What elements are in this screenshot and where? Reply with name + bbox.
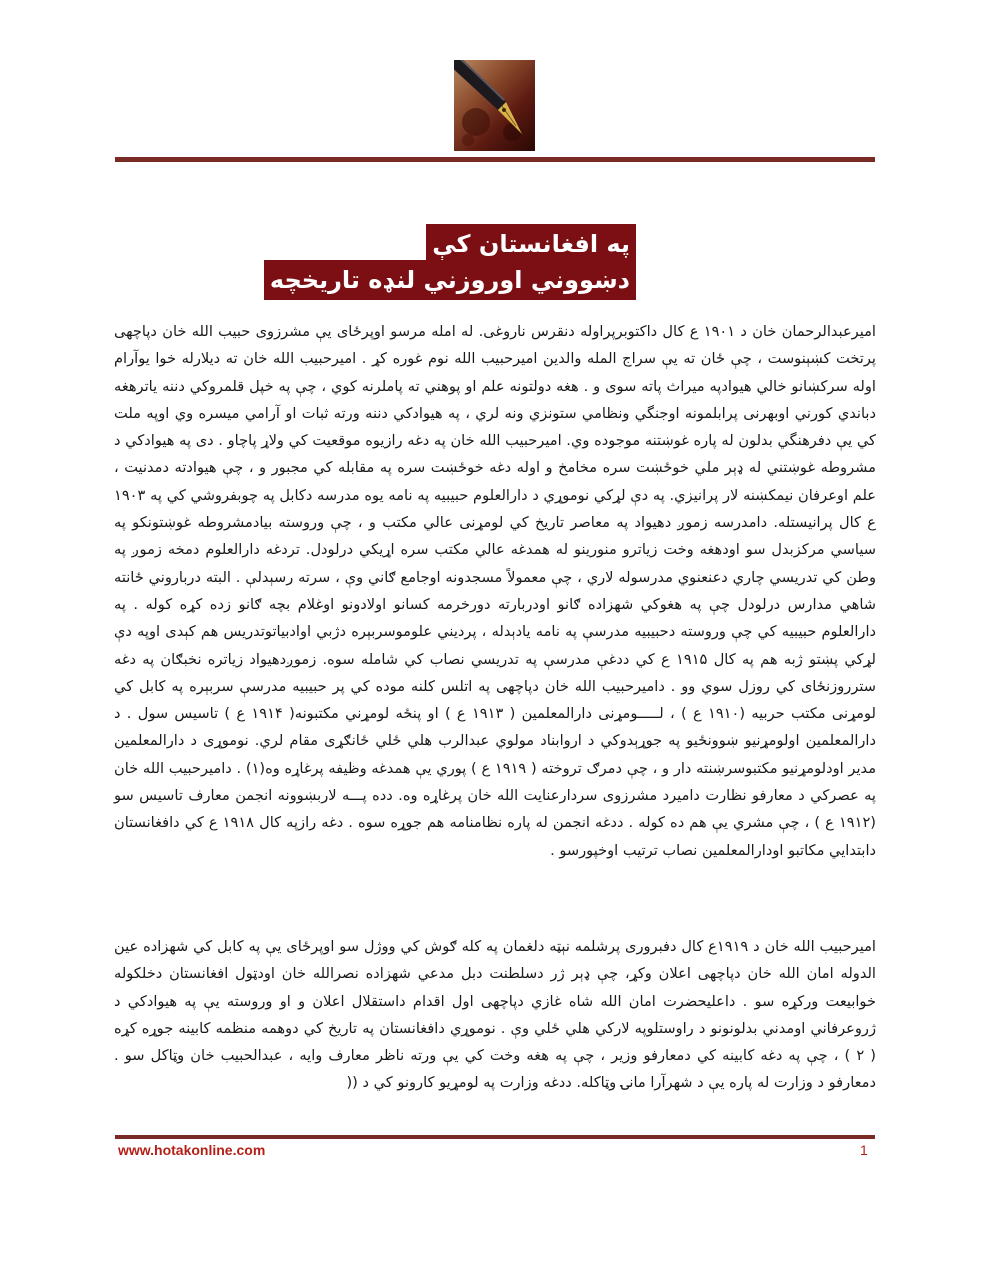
body-paragraph: اميرعبدالرحمان خان د ۱۹۰۱ ع کال داکتوبرپراوله دنقرس ناروغی. له امله مرسو اوپرځای يې مشرزوی حبيب الله خان دپاچهی پرتخت کښېنوست ، چې ځان ته يې سراج المله والدين اميرحبيب الله نوم غوره کړ . اميرحبيب الله خان ته ديلارله خوا يوآرام اوله سرکښانو خالي هيوادپه ميراث پاته سوی و . هغه دولتونه علم او پوهني ته پاملرنه کوي ، چې په خپل قلمروکي دننه ياترهغه دباندي کورني اوبهرنی پرابلمونه اوجنگي ونظامي ستونزي ونه لري ، په هيوادکي دننه ورته ثبات او آرامي ميسره وي اوپه ملت کي يې دفرهنگي بدلون له پاره غوښتنه موجوده وي. اميرحبيب الله خان په دغه رازيوه موقعيت کي ولاړ پاچاو . دی په هيوادکي د مشروطه غوښتني له ډېر ملي خوځښت سره مخامخ و اوله دغه خوځښت سره په مقابله کي مجبور و ، چې هيوادته دمدنيت ، علم اوعرفان نيمکښنه لار پرانيزي. په دې لړکي نوموړي د دارالعلوم حبيبيه په نامه يوه مدرسه دکابل په چوبفروشي کي په ۱۹۰۳ ع کال پرانيستله. دامدرسه زموږ دهيواد په معاصر تاريخ کي لومړنی عالي مکتب و ، چې وروسته بيادمشروطه غوښتونکو په سياسي مرکزبدل سو اودهغه وخت زياترو منورينو له همدغه عالي مکتب سره اړيکي درلودل. تردغه دارالعلوم دمخه زموږ په وطن کي تدريسي چاري دعنعنوي مدرسوله لاري ، چې معمولاً مسجدونه اوجامع ګاني وې ، سرته رسېدلې . البته درباروني ځانته شاهي مدارس درلودل چې په هغوکي شهزاده ګانو اودربارته دورخرمه کسانو اولادونو اوغلام بچه ګانو زده کړه کوله . په دارالعلوم حبيبيه کي چې وروسته دحبيبيه مدرسې په نامه يادېدله ، پرديني علوموسربېره دژبي اوادبياتوتدريس هم کېدی اوپه دې لړکي پښتو ژبه هم په کال ۱۹۱۵ ع کي ددغې مدرسې په تدريسي نصاب کي شامله سوه. زموږدهيواد زياتره نخبګان په دغه سترروزنځای کي روزل سوي وو . داميرحبيب الله خان دپاچهی په اتلس کلنه موده کي پر حبيبيه مدرسې سربېره په کابل کي لومړنی مکتب حربيه (۱۹۱۰ ع ) ، لـــــومړنی دارالمعلمين ( ۱۹۱۳ ع ) او پنځه لومړني مکتبونه( ۱۹۱۴ ع ) تاسيس سول . د دارالمعلمين اولومړنيو ښوونځيو په جوړېدوکي د اروابناد مولوي عبدالرب هلي ځلي ځانګړی مقام لري. نوموړی د دارالمعلمين مدير اودلومړنيو مکتبوسرښنته دار و ، چې دمرګ تروخته ( ۱۹۱۹ ع ) پوري يې همدغه وظيفه پرغاړه وه(۱) . داميرحبيب الله خان په عصرکي د معارفو نظارت داميرد مشرزوی سردارعنايت الله خان پرغاړه وه. دده پـــه لاربښوونه انجمن معارف تاسيس سو (۱۹۱۲ ع ) ، چې مشري يې هم ده کوله . ددغه انجمن له پاره نظامنامه هم جوړه سوه . دغه رازپه کال ۱۹۱۸ ع کي دافغانستان دابتدايي مکاتبو اودارالمعلمين نصاب ترتيب اوخپورسو .	[114, 323, 877, 859]
page-number: 1	[860, 1142, 868, 1158]
header-rule	[115, 157, 875, 162]
fountain-pen-nib-icon	[454, 60, 535, 151]
page-title-line-1: په افغانستان کې	[426, 224, 636, 264]
page-title-line-2: دښووني اوروزني لنډه تاريخچه	[264, 260, 636, 300]
footer-website-link[interactable]: www.hotakonline.com	[118, 1142, 266, 1158]
body-paragraph: اميرحبيب الله خان د ۱۹۱۹ع کال دفبروری پرشلمه نېټه دلغمان په کله ګوش کي ووژل سو اوپرځای يې په کابل کي شهزاده عين الدوله امان الله خان دپاچهی اعلان وکړ، چې ډېر ژر دسلطنت دبل مدعي شهزاده نصرالله خان اودټول افغانستان دخلکوله خوابيعت ورکړه سو . داعليحضرت امان الله شاه غازي دپاچهی اول اقدام داستقلال اعلان و او وروسته يې په هيوادکي د ژروعرفاني اومدني بدلونونو د راوستلوپه لارکي هلي ځلي وې . نوموړي دافغانستان په تاريخ کي دوهمه منظمه کابينه جوړه کړه ( ۲ ) ، چې په دغه کابينه کي دمعارفو وزير ، چې په هغه وخت کي يې ورته ناظر معارف وايه ، عبدالحبيب خان وټاکل سو . دمعارفو د وزارت له پاره يې د شهرآرا مانۍ وټاکله. ددغه وزارت په لومړيو کارونو کي د ((	[114, 938, 876, 1092]
footer-rule	[115, 1135, 875, 1139]
